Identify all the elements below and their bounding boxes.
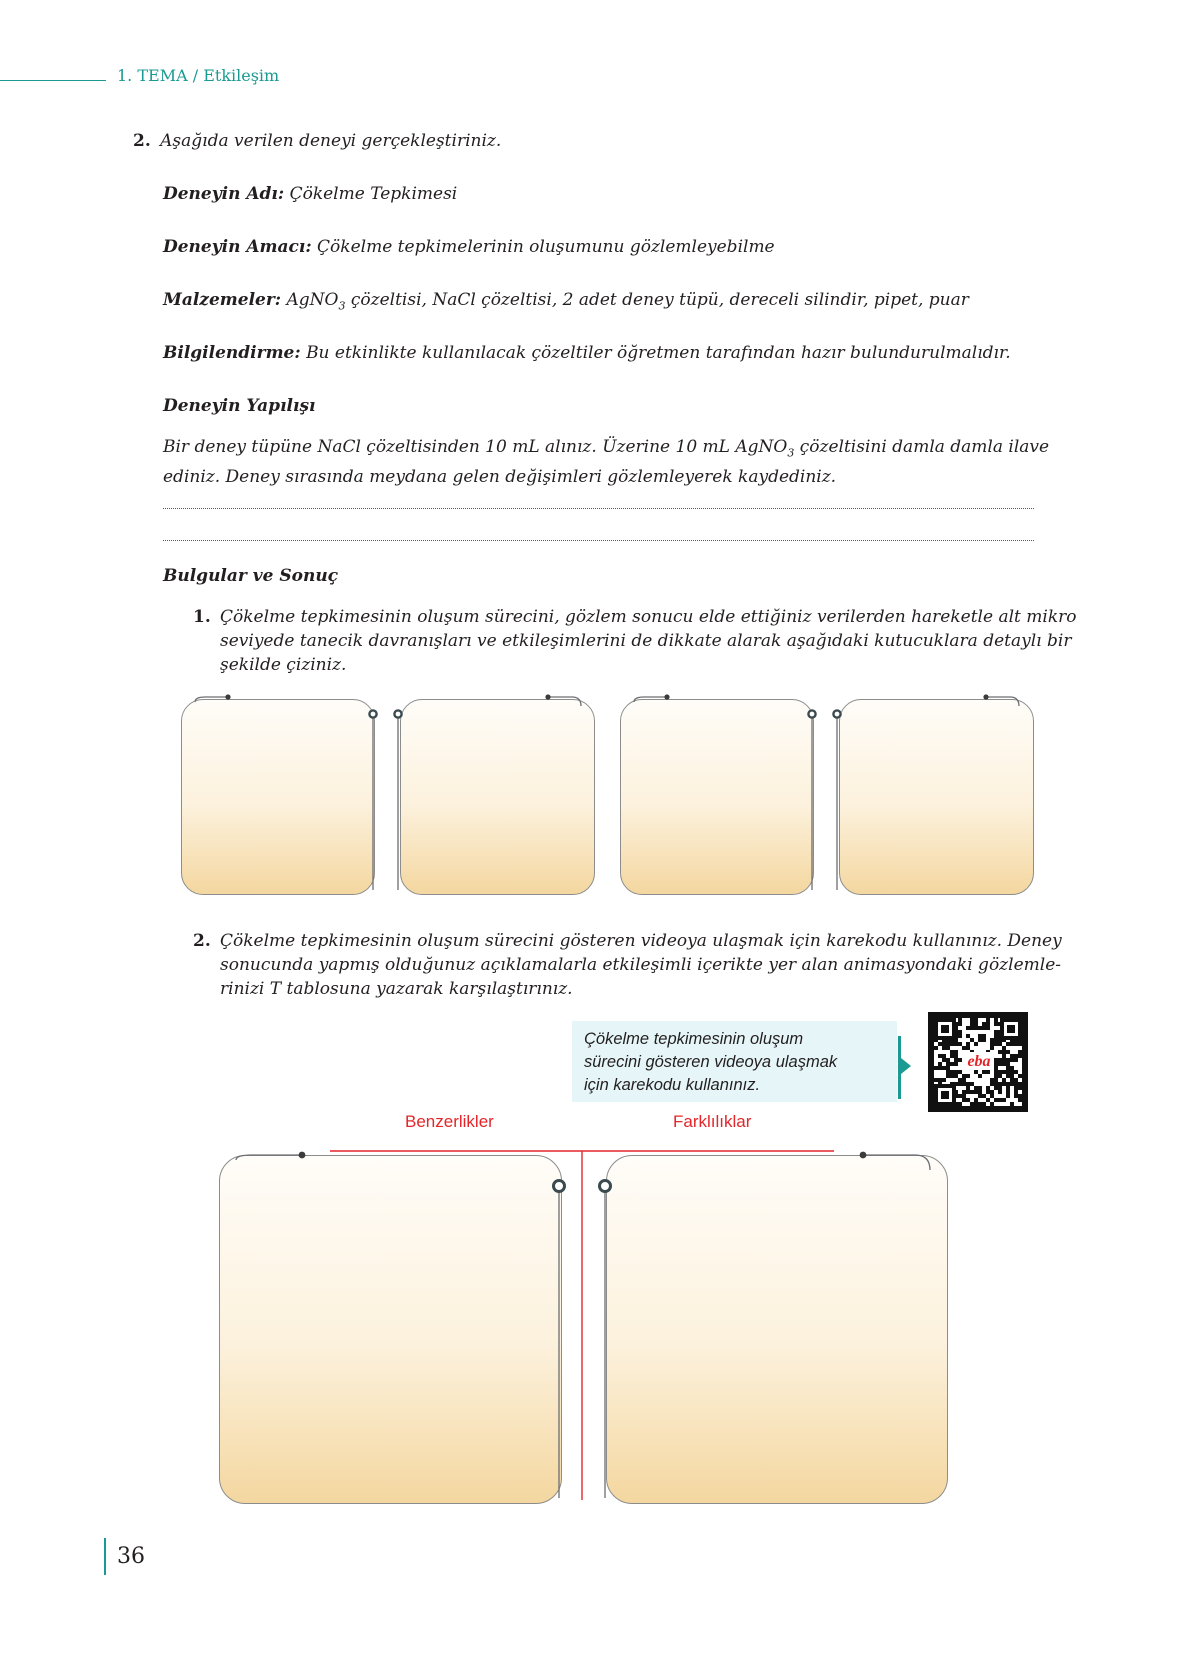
eba-badge: eba <box>967 1053 991 1070</box>
experiment-name-value: Çökelme Tepkimesi <box>289 184 458 204</box>
qr-callout <box>572 1021 897 1102</box>
t-table-right-label: Farklılıklar <box>673 1112 752 1131</box>
procedure-text <box>163 435 1049 489</box>
results-heading: Bulgular ve Sonuç <box>163 566 339 586</box>
procedure-line-2: ediniz. Deney sırasında meydana gelen değişimleri gözlemleyerek kaydediniz. <box>163 467 837 488</box>
experiment-name <box>163 182 457 206</box>
materials-subscript: 3 <box>338 299 346 313</box>
callout-line-3: için karekodu kullanınız. <box>584 1076 761 1094</box>
qr-code-icon[interactable] <box>928 1012 1028 1112</box>
answer-line-2[interactable] <box>163 540 1034 541</box>
experiment-aim <box>163 235 775 259</box>
header-rule <box>0 80 106 81</box>
t-table-left-label: Benzerlikler <box>405 1112 494 1131</box>
procedure-heading: Deneyin Yapılışı <box>163 396 316 416</box>
t-table-left-box[interactable] <box>219 1155 562 1504</box>
subquestion-2-line-1: Çökelme tepkimesinin oluşum sürecini gösteren videoya ulaşmak için karekodu kullanınız. Deney <box>220 931 1062 951</box>
materials-label: Malzemeler: <box>163 290 282 310</box>
materials-list: çözeltisi, NaCl çözeltisi, 2 adet deney tüpü, dereceli silindir, pipet, puar <box>345 290 969 310</box>
breadcrumb: 1. TEMA / Etkileşim <box>117 66 280 85</box>
subquestion-1-number: 1. <box>193 607 211 627</box>
subquestion-1-line-3: şekilde çiziniz. <box>220 655 347 675</box>
information <box>163 341 1011 365</box>
drawing-box-4[interactable] <box>839 699 1034 895</box>
subquestion-2-number: 2. <box>193 931 211 951</box>
materials <box>163 288 969 318</box>
experiment-aim-value: Çökelme tepkimelerinin oluşumunu gözlemleyebilme <box>317 237 775 257</box>
procedure-part-2: çözeltisini damla damla ilave <box>794 437 1050 457</box>
subquestion-1 <box>193 605 1076 677</box>
procedure-line-1 <box>163 435 1049 465</box>
experiment-aim-label: Deneyin Amacı: <box>163 237 312 257</box>
information-value: Bu etkinlikte kullanılacak çözeltiler öğretmen tarafından hazır bulundurulmalıdır. <box>306 343 1011 363</box>
procedure-part-1: Bir deney tüpüne NaCl çözeltisinden 10 mL alınız. Üzerine 10 mL AgNO <box>163 437 788 457</box>
question-text: Aşağıda verilen deneyi gerçekleştiriniz. <box>160 131 502 151</box>
subquestion-1-line-1: Çökelme tepkimesinin oluşum sürecini, gözlem sonucu elde ettiğiniz verilerden hareketle alt mikro <box>220 607 1077 627</box>
page-number: 36 <box>117 1544 145 1569</box>
subquestion-2-line-2: sonucunda yapmış olduğunuz açıklamalarla etkileşimli içerikte yer alan animasyondaki gözlemle- <box>220 955 1061 975</box>
drawing-box-2[interactable] <box>400 699 595 895</box>
callout-line-2: sürecini gösteren videoya ulaşmak <box>584 1053 838 1071</box>
t-table-right-box[interactable] <box>606 1155 948 1504</box>
question-number: 2. <box>133 131 151 151</box>
question-prompt <box>133 129 501 153</box>
answer-line-1[interactable] <box>163 508 1034 509</box>
subquestion-1-line-2: seviyede tanecik davranışları ve etkileşimlerini de dikkate alarak aşağıdaki kutucuklara detaylı bir <box>220 631 1072 651</box>
information-label: Bilgilendirme: <box>163 343 301 363</box>
materials-formula: AgNO <box>286 290 339 310</box>
procedure-subscript: 3 <box>787 446 795 460</box>
callout-line-1: Çökelme tepkimesinin oluşum <box>584 1030 804 1048</box>
subquestion-2 <box>193 929 1062 1001</box>
drawing-box-1[interactable] <box>181 699 375 895</box>
subquestion-2-line-3: rinizi T tablosuna yazarak karşılaştırınız. <box>220 979 573 999</box>
page-number-bar <box>104 1538 106 1575</box>
drawing-box-3[interactable] <box>620 699 814 895</box>
experiment-name-label: Deneyin Adı: <box>163 184 285 204</box>
arrow-right-icon <box>901 1058 911 1074</box>
